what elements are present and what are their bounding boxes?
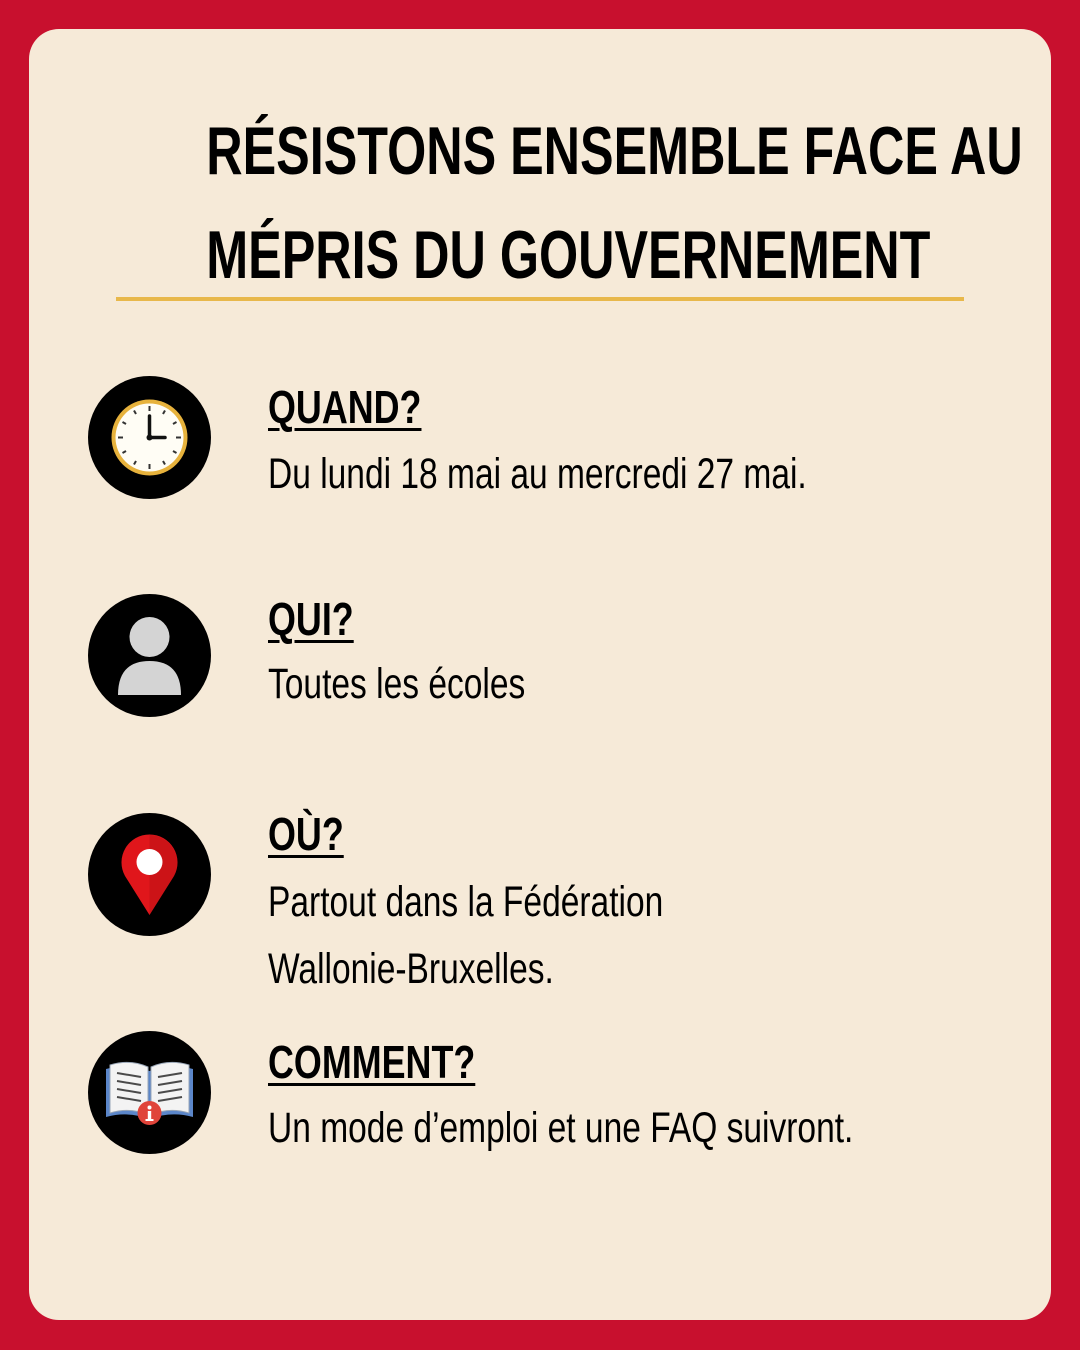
page-title [206, 99, 1023, 307]
section-label-where: OÙ? [268, 808, 344, 860]
section-text-when: Du lundi 18 mai au mercredi 27 mai. [268, 450, 807, 498]
map-pin-icon [88, 813, 211, 936]
title-line-2: MÉPRIS DU GOUVERNEMENT [206, 217, 931, 293]
section-label-how: COMMENT? [268, 1036, 476, 1088]
section-text-where-line-1: Partout dans la Fédération [268, 878, 664, 926]
title-line-1: RÉSISTONS ENSEMBLE FACE AU [206, 113, 1023, 189]
title-divider [116, 297, 964, 301]
section-label-when: QUAND? [268, 381, 422, 433]
clock-icon [88, 376, 211, 499]
person-icon [88, 594, 211, 717]
section-label-who: QUI? [268, 593, 354, 645]
info-card [29, 29, 1051, 1320]
section-text-how: Un mode d’emploi et une FAQ suivront. [268, 1104, 854, 1152]
section-text-who: Toutes les écoles [268, 660, 526, 708]
section-text-where-line-2: Wallonie-Bruxelles. [268, 945, 554, 993]
book-info-icon [88, 1031, 211, 1154]
